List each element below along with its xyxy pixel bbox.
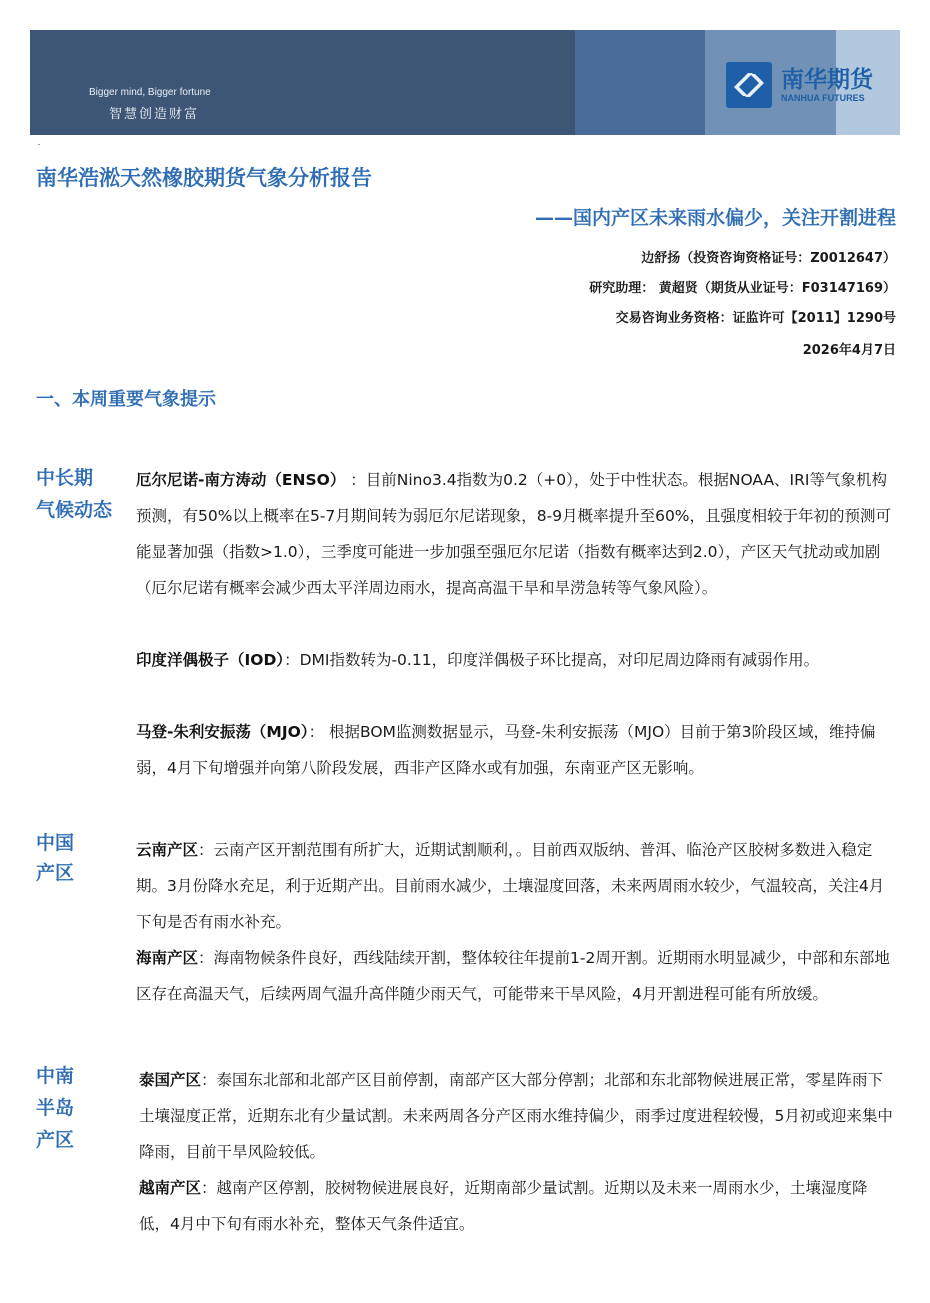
banner-segment-dark bbox=[30, 30, 575, 135]
item-sep: ： bbox=[284, 651, 300, 669]
report-subtitle: ——国内产区未来雨水偏少，关注开割进程 bbox=[534, 207, 896, 229]
item-title: 越南产区 bbox=[139, 1179, 202, 1197]
slogan-chinese: 智慧创造财富 bbox=[109, 107, 200, 122]
nanhua-logo bbox=[726, 62, 873, 108]
paragraph-yunnan bbox=[136, 832, 896, 940]
paragraph-hainan bbox=[136, 940, 896, 1012]
logo-english-name: NANHUA FUTURES bbox=[781, 92, 865, 103]
paragraph-mjo bbox=[136, 714, 896, 786]
item-title: 马登-朱利安振荡（MJO） bbox=[136, 723, 309, 741]
item-text: DMI指数转为-0.11，印度洋偶极子环比提高，对印尼周边降雨有减弱作用。 bbox=[299, 651, 820, 669]
decorative-dot bbox=[38, 144, 40, 145]
label-line: 气候动态 bbox=[36, 499, 113, 521]
label-line: 中南 bbox=[36, 1065, 75, 1087]
logo-chinese-name: 南华期货 bbox=[781, 66, 873, 93]
item-title: 厄尔尼诺-南方涛动（ENSO） bbox=[136, 471, 346, 489]
nanhua-logo-icon bbox=[726, 62, 772, 108]
paragraph-vietnam bbox=[139, 1170, 869, 1242]
item-title: 海南产区 bbox=[136, 949, 199, 967]
label-line: 中国 bbox=[36, 832, 75, 854]
item-text: 泰国东北部和北部产区目前停割，南部产区大部分停割；北部和东北部物候进展正常，零星阵雨下土壤湿度正常，近期东北有少量试割。未来两周各分产区雨水维持偏少，雨季过度进程较慢，5月初或迎来集中降雨，目前干旱风险较低。 bbox=[139, 1071, 893, 1161]
item-text: 云南产区开割范围有所扩大，近期试割顺利，。目前西双版纳、普洱、临沧产区胶树多数进入稳定期。3月份降水充足，利于近期产出。目前雨水减少，土壤湿度回落，未来两周雨水较少，气温较高，关注4月下旬是否有雨水补充。 bbox=[136, 841, 885, 931]
paragraph-iod bbox=[136, 642, 896, 678]
author-line: 边舒扬（投资咨询资格证号：Z0012647） bbox=[641, 251, 896, 266]
item-sep: ： bbox=[198, 949, 214, 967]
paragraph-enso bbox=[136, 462, 896, 606]
item-text: 海南物候条件良好，西线陆续开割，整体较往年提前1-2周开割。近期雨水明显减少，中部和东部地区存在高温天气，后续两周气温升高伴随少雨天气，可能带来干旱风险，4月开割进程可能有所放缓。 bbox=[136, 949, 890, 1003]
banner-segment-mid bbox=[575, 30, 705, 135]
item-sep: ： bbox=[198, 841, 214, 859]
item-sep: ： bbox=[308, 723, 329, 741]
paragraph-thailand bbox=[139, 1062, 896, 1170]
item-text: 越南产区停割，胶树物候进展良好，近期南部少量试割。近期以及未来一周雨水少，土壤湿度降低，4月中下旬有雨水补充，整体天气条件适宜。 bbox=[139, 1179, 868, 1233]
label-line: 产区 bbox=[36, 862, 75, 884]
label-line: 产区 bbox=[36, 1129, 75, 1151]
section-heading: 一、本周重要气象提示 bbox=[36, 389, 216, 410]
item-sep: ： bbox=[201, 1071, 217, 1089]
item-sep: ： bbox=[201, 1179, 217, 1197]
item-title: 云南产区 bbox=[136, 841, 199, 859]
slogan-english: Bigger mind, Bigger fortune bbox=[89, 87, 211, 98]
report-date: 2026年4月7日 bbox=[802, 343, 896, 358]
block-label-indochina bbox=[36, 1060, 74, 1156]
item-text: 根据BOM监测数据显示，马登-朱利安振荡（MJO）目前于第3阶段区域，维持偏弱，4月下旬增强并向第八阶段发展，西非产区降水或有加强，东南亚产区无影响。 bbox=[136, 723, 876, 777]
assistant-line: 研究助理： 黄超贤（期货从业证号：F03147169） bbox=[589, 281, 896, 296]
item-text: 目前Nino3.4指数为0.2（+0），处于中性状态。根据NOAA、IRI等气象机构预测，有50%以上概率在5-7月期间转为弱厄尔尼诺现象，8-9月概率提升至60%，且强度相较于年初的预测可能显著加强（指数>1.0），三季度可能进一步加强至强厄尔尼诺（指数有概率达到2.0），产区天气扰动或加剧（厄尔尼诺有概率会减少西太平洋周边雨水，提高高温干旱和旱涝急转等气象风险）。 bbox=[136, 471, 892, 597]
report-title: 南华浩淞天然橡胶期货气象分析报告 bbox=[36, 166, 372, 190]
item-title: 印度洋偶极子（IOD） bbox=[136, 651, 285, 669]
block-label-china bbox=[36, 828, 74, 888]
item-title: 泰国产区 bbox=[139, 1071, 202, 1089]
item-sep: ： bbox=[345, 471, 366, 489]
label-line: 半岛 bbox=[36, 1097, 75, 1119]
block-label-climate bbox=[36, 462, 112, 526]
label-line: 中长期 bbox=[36, 467, 94, 489]
license-line: 交易咨询业务资格：证监许可【2011】1290号 bbox=[615, 311, 896, 326]
